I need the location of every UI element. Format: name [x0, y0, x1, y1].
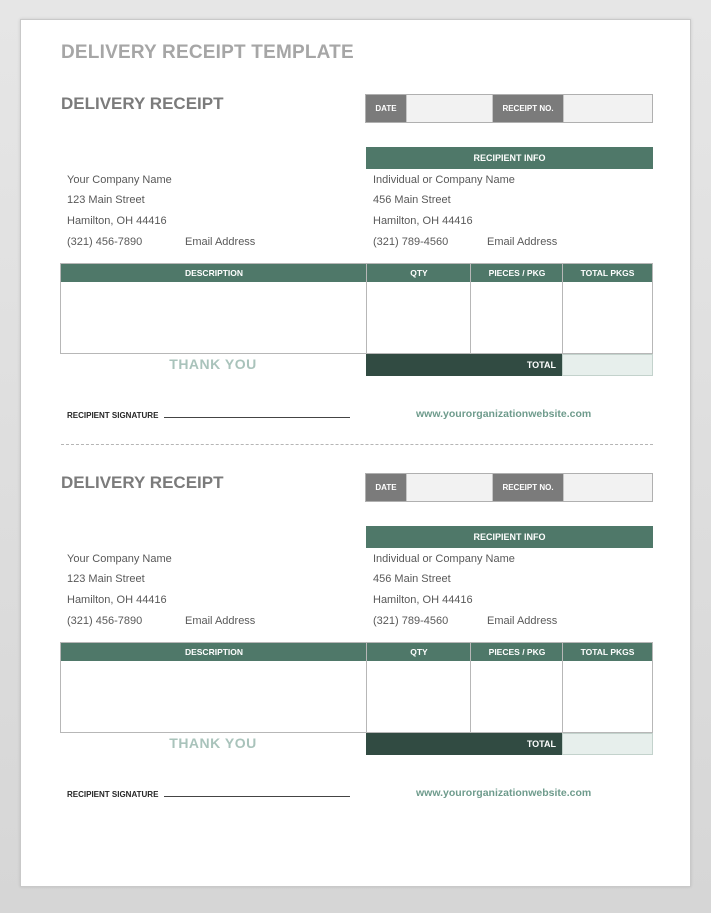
sender-street: 123 Main Street [67, 194, 145, 206]
sender-city: Hamilton, OH 44416 [67, 215, 167, 227]
col-divider [470, 643, 471, 732]
recipient-city: Hamilton, OH 44416 [373, 594, 473, 606]
date-label: DATE [366, 95, 406, 122]
sender-phone: (321) 456-7890 [67, 615, 143, 627]
sender-email: Email Address [185, 615, 256, 627]
recipient-info-header: RECIPIENT INFO [366, 526, 653, 548]
total-label: TOTAL [366, 354, 562, 376]
date-field[interactable] [406, 95, 493, 122]
signature-row [67, 789, 350, 799]
items-table [60, 263, 653, 354]
receipt-no-label: RECEIPT NO. [493, 474, 563, 501]
sender-street: 123 Main Street [67, 573, 145, 585]
receipt-no-field[interactable] [563, 95, 652, 122]
website-text: www.yourorganizationwebsite.com [416, 787, 592, 799]
total-label: TOTAL [366, 733, 562, 755]
recipient-city: Hamilton, OH 44416 [373, 215, 473, 227]
col-qty: QTY [410, 647, 428, 657]
receipt-no-field[interactable] [563, 474, 652, 501]
sender-company: Your Company Name [67, 174, 172, 186]
col-description: DESCRIPTION [184, 268, 244, 278]
receipt-2 [21, 473, 692, 833]
thank-you-text: THANK YOU [169, 735, 257, 751]
sender-email: Email Address [185, 236, 256, 248]
col-description: DESCRIPTION [184, 647, 244, 657]
receipt-meta [365, 473, 653, 502]
recipient-company: Individual or Company Name [373, 553, 515, 565]
col-divider [562, 643, 563, 732]
recipient-email: Email Address [487, 236, 558, 248]
recipient-phone: (321) 789-4560 [373, 236, 449, 248]
signature-line[interactable] [164, 789, 350, 797]
receipt-meta [365, 94, 653, 123]
document-page [20, 19, 691, 887]
recipient-street: 456 Main Street [373, 194, 451, 206]
col-pieces-per-pkg: PIECES / PKG [488, 268, 546, 278]
col-divider [366, 643, 367, 732]
sender-phone: (321) 456-7890 [67, 236, 143, 248]
recipient-street: 456 Main Street [373, 573, 451, 585]
col-divider [562, 264, 563, 353]
items-table [60, 642, 653, 733]
thank-you-text: THANK YOU [169, 356, 257, 372]
signature-line[interactable] [164, 410, 350, 418]
recipient-email: Email Address [487, 615, 558, 627]
receipt-no-label: RECEIPT NO. [493, 95, 563, 122]
total-field[interactable] [562, 733, 653, 755]
receipt-title: DELIVERY RECEIPT [61, 94, 224, 113]
cut-line-divider [61, 444, 653, 445]
signature-row [67, 410, 350, 420]
date-field[interactable] [406, 474, 493, 501]
document-title: DELIVERY RECEIPT TEMPLATE [61, 42, 354, 63]
col-divider [470, 264, 471, 353]
recipient-info-header: RECIPIENT INFO [366, 147, 653, 169]
receipt-title: DELIVERY RECEIPT [61, 473, 224, 492]
col-divider [366, 264, 367, 353]
recipient-phone: (321) 789-4560 [373, 615, 449, 627]
col-pieces-per-pkg: PIECES / PKG [488, 647, 546, 657]
col-total-pkgs: TOTAL PKGS [580, 647, 635, 657]
signature-label: RECIPIENT SIGNATURE [67, 411, 159, 420]
recipient-company: Individual or Company Name [373, 174, 515, 186]
sender-city: Hamilton, OH 44416 [67, 594, 167, 606]
sender-company: Your Company Name [67, 553, 172, 565]
col-qty: QTY [410, 268, 428, 278]
signature-label: RECIPIENT SIGNATURE [67, 790, 159, 799]
total-field[interactable] [562, 354, 653, 376]
date-label: DATE [366, 474, 406, 501]
receipt-1 [21, 94, 692, 454]
website-text: www.yourorganizationwebsite.com [416, 408, 592, 420]
col-total-pkgs: TOTAL PKGS [580, 268, 635, 278]
